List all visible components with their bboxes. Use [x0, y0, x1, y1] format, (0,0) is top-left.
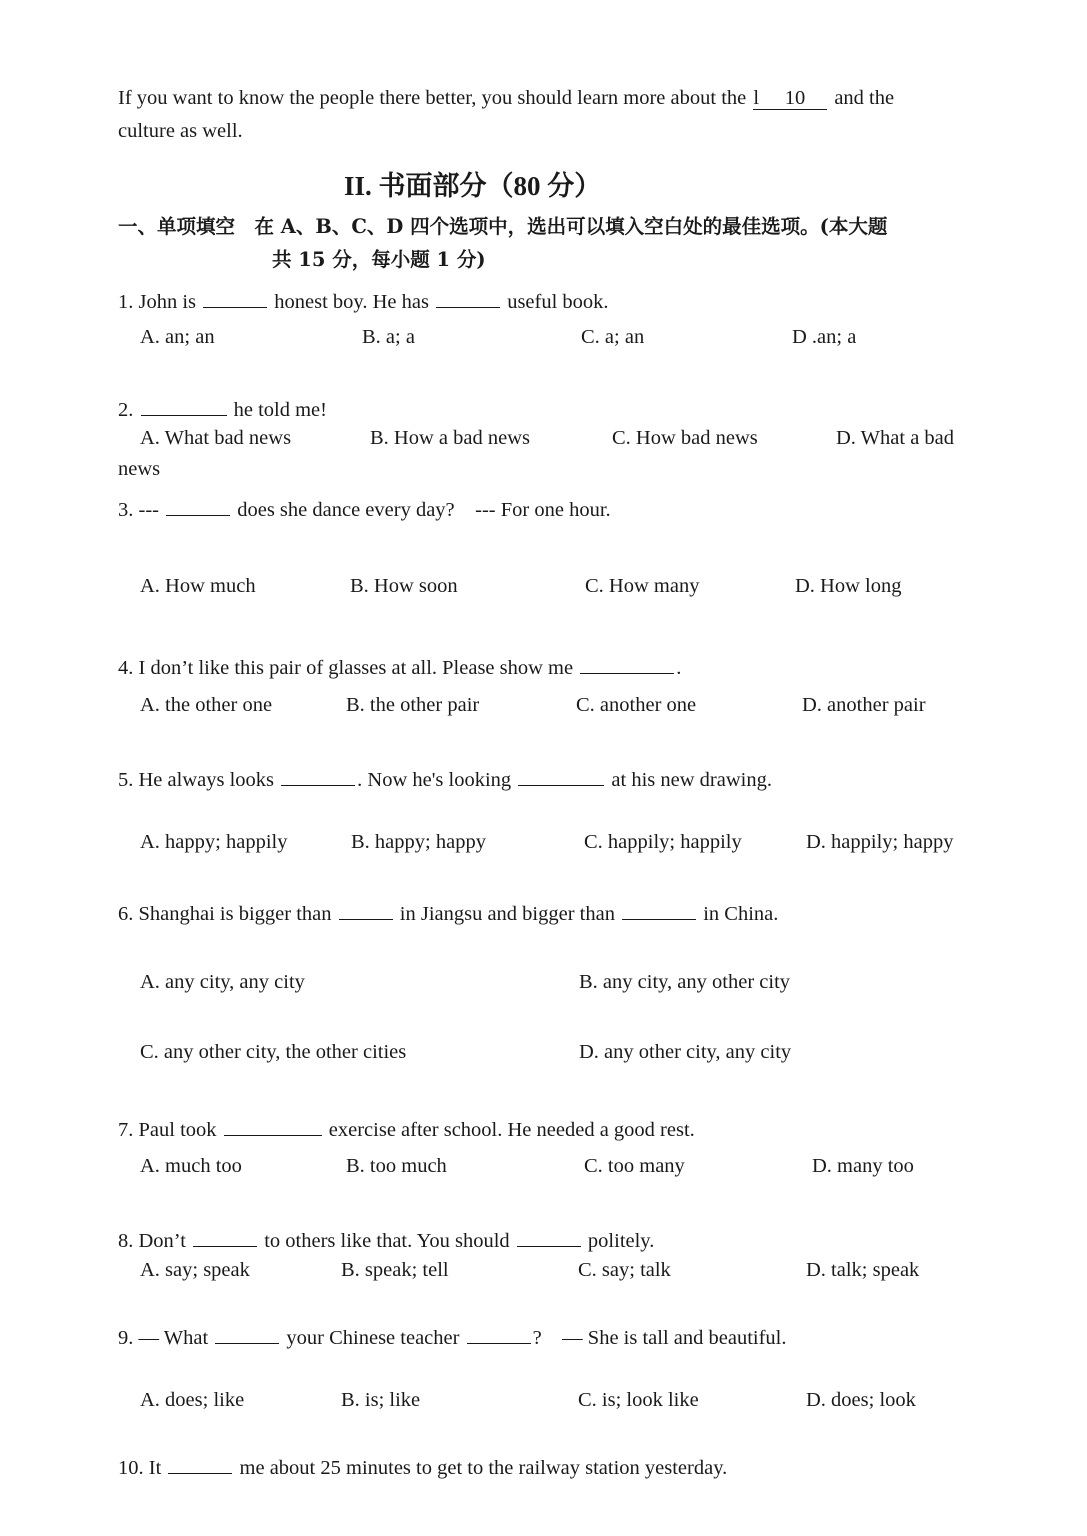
question-2 — [118, 397, 327, 421]
q-text: 3. --- — [118, 499, 165, 521]
q-text: at his new drawing. — [606, 769, 772, 791]
q2-option-b: B. How a bad news — [370, 427, 530, 449]
q-text: exercise after school. He needed a good rest. — [323, 1119, 695, 1141]
q8-option-b: B. speak; tell — [341, 1259, 449, 1281]
q-text: to others like that. You should — [259, 1230, 515, 1252]
blank-number: 10 — [784, 87, 806, 109]
q2-option-d: D. What a bad — [836, 427, 955, 449]
blank — [203, 289, 267, 308]
q-text: honest boy. He has — [269, 291, 435, 313]
q-text: your Chinese teacher — [281, 1327, 465, 1349]
blank — [753, 88, 827, 110]
q-text: 1. John is — [118, 291, 202, 313]
section-title: II. 书面部分（80 分） — [344, 171, 602, 201]
intro-text: If you want to know the people there better, you should learn more about the — [118, 87, 752, 109]
q2-option-a: A. What bad news — [140, 427, 292, 449]
blank — [339, 901, 393, 920]
q1-option-d: D .an; a — [792, 326, 857, 348]
q1-option-c: C. a; an — [581, 326, 645, 348]
question-8 — [118, 1228, 654, 1252]
q9-option-c: C. is; look like — [578, 1389, 699, 1411]
q3-option-d: D. How long — [795, 575, 902, 597]
q-text: 9. — What — [118, 1327, 214, 1349]
q5-option-d: D. happily; happy — [806, 831, 954, 853]
q4-option-a: A. the other one — [140, 694, 273, 716]
q4-option-b: B. the other pair — [346, 694, 480, 716]
q1-option-a: A. an; an — [140, 326, 215, 348]
q-text: useful book. — [502, 291, 609, 313]
q2-option-c: C. How bad news — [612, 427, 758, 449]
blank-letter: l — [753, 87, 760, 109]
q9-option-a: A. does; like — [140, 1389, 245, 1411]
question-3 — [118, 497, 611, 521]
q7-option-b: B. too much — [346, 1155, 447, 1177]
question-10 — [118, 1455, 727, 1479]
q7-option-c: C. too many — [584, 1155, 685, 1177]
blank — [517, 1228, 581, 1247]
q9-option-b: B. is; like — [341, 1389, 421, 1411]
instruction-line-2: 共 15 分，每小题 1 分) — [272, 248, 486, 271]
q5-option-a: A. happy; happily — [140, 831, 288, 853]
q1-option-b: B. a; a — [362, 326, 415, 348]
q-text: . Now he's looking — [357, 769, 517, 791]
q-text: ? — She is tall and beautiful. — [532, 1327, 787, 1349]
q4-option-c: C. another one — [576, 694, 697, 716]
q5-option-c: C. happily; happily — [584, 831, 742, 853]
question-5 — [118, 767, 772, 791]
q-text: 10. It — [118, 1457, 167, 1479]
q8-option-d: D. talk; speak — [806, 1259, 920, 1281]
question-1 — [118, 289, 609, 313]
q-text: 8. Don’t — [118, 1230, 192, 1252]
q8-option-a: A. say; speak — [140, 1259, 250, 1281]
q-text: 6. Shanghai is bigger than — [118, 903, 337, 925]
q3-option-b: B. How soon — [350, 575, 458, 597]
q-text: he told me! — [228, 399, 327, 421]
q-text: in Jiangsu and bigger than — [394, 903, 621, 925]
q5-option-b: B. happy; happy — [351, 831, 486, 853]
q3-option-c: C. How many — [585, 575, 700, 597]
intro-line-2: culture as well. — [118, 120, 243, 142]
intro-line-1 — [118, 88, 894, 110]
q9-option-d: D. does; look — [806, 1389, 916, 1411]
q7-option-d: D. many too — [812, 1155, 914, 1177]
question-4 — [118, 655, 681, 679]
blank — [518, 767, 604, 786]
question-7 — [118, 1117, 695, 1141]
blank — [622, 901, 696, 920]
intro-text-end: and the — [829, 87, 895, 109]
blank — [215, 1325, 279, 1344]
q4-option-d: D. another pair — [802, 694, 926, 716]
blank — [436, 289, 500, 308]
q-text: in China. — [698, 903, 779, 925]
blank — [281, 767, 355, 786]
blank — [168, 1455, 232, 1474]
q2-option-d-wrap: news — [118, 458, 161, 480]
q-text: does she dance every day? --- For one hour. — [232, 499, 611, 521]
blank — [141, 397, 227, 416]
q8-option-c: C. say; talk — [578, 1259, 671, 1281]
question-9 — [118, 1325, 787, 1349]
q6-option-d: D. any other city, any city — [579, 1041, 792, 1063]
q-text: 7. Paul took — [118, 1119, 222, 1141]
q-text: 4. I don’t like this pair of glasses at all. Please show me — [118, 657, 579, 679]
q-text: me about 25 minutes to get to the railway station yesterday. — [234, 1457, 728, 1479]
q7-option-a: A. much too — [140, 1155, 242, 1177]
instruction-line-1: 一、单项填空 在 A、B、C、D 四个选项中，选出可以填入空白处的最佳选项。(本大题 — [118, 215, 888, 238]
blank — [580, 655, 674, 674]
q6-option-b: B. any city, any other city — [579, 971, 791, 993]
q3-option-a: A. How much — [140, 575, 256, 597]
q-text: 5. He always looks — [118, 769, 280, 791]
question-6 — [118, 901, 778, 925]
q6-option-a: A. any city, any city — [140, 971, 305, 993]
q6-option-c: C. any other city, the other cities — [140, 1041, 407, 1063]
blank — [467, 1325, 531, 1344]
q-text: . — [676, 657, 682, 679]
blank — [166, 497, 230, 516]
blank — [193, 1228, 257, 1247]
q-text: 2. — [118, 399, 139, 421]
q-text: politely. — [582, 1230, 655, 1252]
blank — [224, 1117, 322, 1136]
